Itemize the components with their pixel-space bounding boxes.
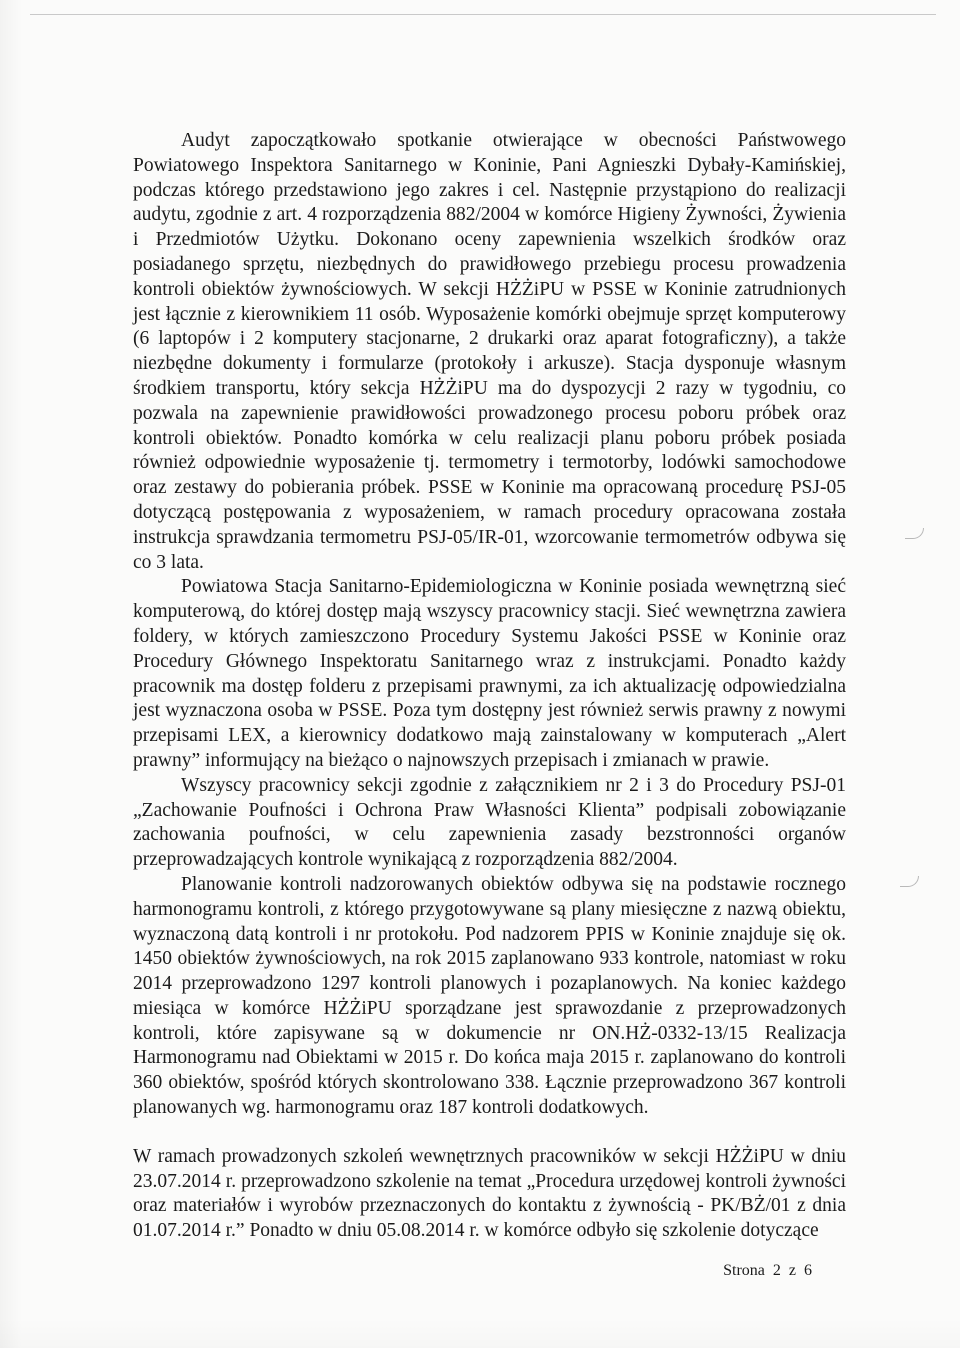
paragraph-computer-network: Powiatowa Stacja Sanitarno-Epidemiologiczna w Koninie posiada wewnętrzną sieć komputerową, do której dostęp mają wszyscy pracownicy stacji. Sieć wewnętrzna zawiera foldery, w których zamieszczono Procedury Systemu Jakości PSSE w Koninie oraz Procedury Głównego Inspektoratu Sanitarnego wraz z instrukcjami. Ponadto każdy pracownik ma dostęp folderu z przepisami prawnymi, za ich aktualizację odpowiedzialna jest wyznaczona osoba w PSSE. Poza tym dostępny jest również serwis prawny z nowymi przepisami LEX, a kierownicy dodatkowo mają zainstalowany w komputerach „Alert prawny” informujący na bieżąco o najnowszych przepisach i zmianach w prawie. xyxy=(133,576,846,771)
page-number xyxy=(723,1262,812,1280)
paragraph-gap xyxy=(133,1121,846,1145)
page-total: 6 xyxy=(804,1262,812,1279)
paragraph-confidentiality: Wszyscy pracownicy sekcji zgodnie z załącznikiem nr 2 i 3 do Procedury PSJ-01 „Zachowanie Poufności i Ochrona Praw Własności Klienta” podpisali zobowiązanie zachowania poufności, w celu zapewnienia zasady bezstronności organów przeprowadzających kontrole wynikającą z rozporządzenia 882/2004. xyxy=(133,774,846,871)
page-current: 2 xyxy=(772,1262,781,1279)
page-label: Strona xyxy=(723,1262,765,1279)
document-body xyxy=(133,129,846,1244)
paragraph-inspection-planning: Planowanie kontroli nadzorowanych obiektów odbywa się na podstawie rocznego harmonogramu kontroli, z którego przygotowywane są plany miesięczne z nazwą obiektu, wyznaczoną datą kontroli i nr protokołu. Pod nadzorem PPIS w Koninie znajduje się ok. 1450 obiektów żywnościowych, na rok 2015 zaplanowano 933 kontrole, natomiast w roku 2014 przeprowadzono 1297 kontroli planowych i pozaplanowych. Na koniec każdego miesiąca w komórce HŻŻiPU sporządzane jest sprawozdanie z przeprowadzonych kontroli, które zapisywane są w dokumencie nr ON.HŻ-0332-13/15 Realizacja Harmonogramu nad Obiektami w 2015 r. Do końca maja 2015 r. zaplanowano do kontroli 360 obiektów, spośród których skontrolowano 338. Łącznie przeprowadzono 367 kontroli planowanych wg. harmonogramu oraz 187 kontroli dodatkowych. xyxy=(133,873,846,1119)
paragraph-audit-intro: Audyt zapoczątkowało spotkanie otwierające w obecności Państwowego Powiatowego Inspektora Sanitarnego w Koninie, Pani Agnieszki Dybały-Kamińskiej, podczas którego przedstawiono jego zakres i cel. Następnie przystąpiono do realizacji audytu, zgodnie z art. 4 rozporządzenia 882/2004 w komórce Higieny Żywności, Żywienia i Przedmiotów Użytku. Dokonano oceny zapewnienia wszelkich środków oraz posiadanego sprzętu, niezbędnych do prawidłowego przebiegu procesu prowadzenia kontroli obiektów żywnościowych. W sekcji HŻŻiPU w PSSE w Koninie zatrudnionych jest łącznie z kierownikiem 11 osób. Wyposażenie komórki obejmuje sprzęt komputerowy (6 laptopów i 2 komputery stacjonarne, 2 drukarki oraz aparat fotograficzny), a także niezbędne dokumenty i formularze (protokoły i arkusze). Stacja dysponuje własnym środkiem transportu, który sekcja HŻŻiPU ma do dyspozycji 2 razy w tygodniu, co pozwala na zapewnienie prawidłowości prowadzonego procesu poboru próbek oraz kontroli obiektów. Ponadto komórka w celu realizacji planu poboru próbek posiada również odpowiednie wyposażenie tj. termometry i termotorby, lodówki samochodowe oraz zestawy do pobierania próbek. PSSE w Koninie ma opracowaną procedurę PSJ-05 dotyczącą postępowania z wyposażeniem, w ramach procedury opracowana została instrukcja sprawdzania termometru PSJ-05/IR-01, wzorcowanie termometrów odbywa się co 3 lata. xyxy=(133,130,846,573)
page-separator: z xyxy=(788,1262,796,1279)
paragraph-training: W ramach prowadzonych szkoleń wewnętrznych pracowników w sekcji HŻŻiPU w dniu 23.07.2014 r. przeprowadzono szkolenie na temat „Procedura urzędowej kontroli żywności oraz materiałów i wyrobów przeznaczonych do kontaktu z żywnością - PK/BŻ/01 z dnia 01.07.2014 r.” Ponadto w dniu 05.08.2014 r. w komórce odbyło się szkolenie dotyczące xyxy=(133,1145,846,1242)
top-edge-line xyxy=(30,14,936,15)
